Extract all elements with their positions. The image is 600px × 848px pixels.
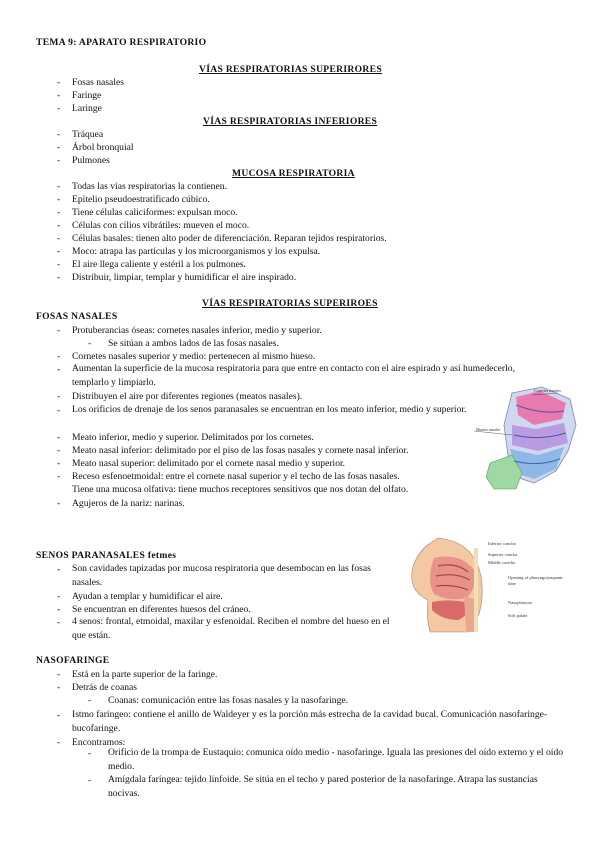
nasal-conchae-illustration bbox=[472, 385, 584, 497]
bullet-dash: - bbox=[57, 364, 61, 375]
figure-label: Opening of pharyngotympanic tube bbox=[508, 575, 564, 586]
list-item-nested: Amígdala faríngea: tejido linfoide. Se sitúa en el techo y pared posterior de la nasofaringe. Atrapa las sustancias nocivas. bbox=[108, 774, 538, 799]
heading-vias-superiores: VÍAS RESPIRATORIAS SUPERIRORES bbox=[199, 64, 382, 75]
list-item-nested: Se sitúan a ambos lados de las fosas nasales. bbox=[108, 338, 279, 349]
list-item-nested: Orificio de la trompa de Eustaquio: comunica oído medio - nasofaringe. Iguala las presiones del oído externo y el oído medio. bbox=[108, 747, 564, 772]
list-item: Está en la parte superior de la faringe. bbox=[72, 669, 218, 680]
list-item: Células con cilios vibrátiles: mueven el moco. bbox=[72, 220, 250, 231]
heading-vias-superiores-2: VÍAS RESPIRATORIAS SUPERIROES bbox=[202, 298, 378, 309]
figure-label: Nasopharynx bbox=[508, 600, 532, 605]
page-title: TEMA 9: APARATO RESPIRATORIO bbox=[36, 37, 207, 48]
figure-label: Superior concha bbox=[488, 552, 518, 557]
bullet-dash: - bbox=[57, 405, 61, 416]
list-item: Protuberancias óseas: cornetes nasales inferior, medio y superior. bbox=[72, 325, 322, 336]
bullet-dash: - bbox=[57, 181, 61, 192]
list-item: Meato nasal superior: delimitado por el cornete nasal medio y superior. bbox=[72, 458, 346, 469]
subheading-nasofaringe: NASOFARINGE bbox=[36, 655, 110, 666]
bullet-dash: - bbox=[57, 90, 61, 101]
list-item: Células basales: tienen alto poder de diferenciación. Reparan tejidos respiratorios. bbox=[72, 233, 387, 244]
list-item: Faringe bbox=[72, 90, 102, 101]
list-item: Moco: atrapa las partículas y los microorganismos y los expulsa. bbox=[72, 246, 321, 257]
bullet-dash: - bbox=[57, 246, 61, 257]
bullet-dash: - bbox=[57, 564, 61, 575]
bullet-dash: - bbox=[88, 338, 92, 349]
list-item: Todas las vías respiratorias la contienen. bbox=[72, 181, 227, 192]
list-item: Meato inferior, medio y superior. Delimitados por los cornetes. bbox=[72, 432, 314, 443]
list-item: Laringe bbox=[72, 103, 102, 114]
list-item: El aire llega caliente y estéril a los pulmones. bbox=[72, 259, 246, 270]
list-item: Distribuyen el aire por diferentes regiones (meatos nasales). bbox=[72, 391, 303, 402]
bullet-dash: - bbox=[57, 259, 61, 270]
bullet-dash: - bbox=[57, 207, 61, 218]
list-item: Los orificios de drenaje de los senos paranasales se encuentran en los meato inferior, medio y superior. bbox=[72, 404, 467, 415]
bullet-dash: - bbox=[57, 458, 61, 469]
list-item: Aumentan la superficie de la mucosa respiratoria para que entre en contacto con el aire espirado y así humedecerlo, templarlo y limpiarlo. bbox=[72, 363, 515, 388]
bullet-dash: - bbox=[57, 710, 61, 721]
bullet-dash: - bbox=[57, 220, 61, 231]
bullet-dash: - bbox=[57, 233, 61, 244]
heading-mucosa: MUCOSA RESPIRATORIA bbox=[232, 168, 355, 179]
list-item: Distribuir, limpiar, templar y humidificar el aire inspirado. bbox=[72, 272, 297, 283]
bullet-dash: - bbox=[57, 272, 61, 283]
list-item: Istmo faríngeo: contiene el anillo de Waldeyer y es la porción más estrecha de la cavidad bucal. Comunicación nasofaringe- bucofaringe. bbox=[72, 709, 548, 734]
bullet-dash: - bbox=[57, 669, 61, 680]
bullet-dash: - bbox=[57, 617, 61, 628]
bullet-dash: - bbox=[57, 391, 61, 402]
list-item: Cornetes nasales superior y medio: pertenecen al mismo hueso. bbox=[72, 351, 316, 362]
list-item: Meato nasal inferior: delimitado por el piso de las fosas nasales y cornete nasal inferior. bbox=[72, 445, 409, 456]
head-sagittal-illustration bbox=[408, 536, 486, 634]
list-item: Son cavidades tapizadas por mucosa respiratoria que desembocan en las fosas nasales. bbox=[72, 563, 371, 588]
bullet-dash: - bbox=[57, 155, 61, 166]
heading-extra: fetmes bbox=[147, 550, 177, 561]
figure-label: Middle concha bbox=[488, 560, 515, 565]
figure-label: Inferior concha bbox=[488, 541, 516, 546]
list-item-nested: Coanas: comunicación entre las fosas nasales y la nasofaringe. bbox=[108, 695, 349, 706]
list-item: Árbol bronquial bbox=[72, 142, 134, 153]
bullet-dash: - bbox=[57, 325, 61, 336]
heading-text: SENOS PARANASALES bbox=[36, 550, 146, 561]
subheading-senos-paranasales bbox=[36, 550, 176, 562]
list-item: Ayudan a templar y humidificar el aire. bbox=[72, 591, 223, 602]
bullet-dash: - bbox=[57, 142, 61, 153]
list-item: Encontramos: bbox=[72, 737, 126, 748]
list-item: Tiene células caliciformes: expulsan moco. bbox=[72, 207, 238, 218]
heading-vias-inferiores: VÍAS RESPIRATORIAS INFERIORES bbox=[203, 116, 378, 127]
list-item: Detrás de coanas bbox=[72, 682, 137, 693]
figure-label: Cornetes nasales bbox=[534, 388, 561, 393]
bullet-dash: - bbox=[88, 695, 92, 706]
bullet-dash: - bbox=[57, 604, 61, 615]
bullet-dash: - bbox=[57, 432, 61, 443]
figure-label: Soft palate bbox=[508, 613, 528, 618]
bullet-dash: - bbox=[57, 194, 61, 205]
bullet-dash: - bbox=[57, 129, 61, 140]
list-item: Pulmones bbox=[72, 155, 110, 166]
bullet-dash: - bbox=[57, 77, 61, 88]
bullet-dash: - bbox=[57, 103, 61, 114]
bullet-dash: - bbox=[57, 445, 61, 456]
bullet-dash: - bbox=[57, 351, 61, 362]
bullet-dash: - bbox=[88, 775, 92, 786]
subheading-fosas-nasales: FOSAS NASALES bbox=[36, 311, 118, 322]
bullet-dash: - bbox=[88, 748, 92, 759]
list-item: Agujeros de la nariz: narinas. bbox=[72, 498, 185, 509]
list-item-continuation: Tiene una mucosa olfativa: tiene muchos receptores sensitivos que nos dotan del olfato. bbox=[72, 484, 409, 495]
list-item: Se encuentran en diferentes huesos del cráneo. bbox=[72, 604, 251, 615]
figure-label: Meatos nasales bbox=[476, 427, 501, 432]
list-item: Tráquea bbox=[72, 129, 104, 140]
list-item: Fosas nasales bbox=[72, 77, 124, 88]
list-item: Receso esfenoetmoidal: entre el cornete nasal superior y el techo de las fosas nasales. bbox=[72, 471, 400, 482]
bullet-dash: - bbox=[57, 471, 61, 482]
bullet-dash: - bbox=[57, 591, 61, 602]
list-item: 4 senos: frontal, etmoidal, maxilar y esfenoidal. Reciben el nombre del hueso en el que están. bbox=[72, 616, 390, 641]
bullet-dash: - bbox=[57, 682, 61, 693]
bullet-dash: - bbox=[57, 737, 61, 748]
bullet-dash: - bbox=[57, 498, 61, 509]
list-item: Epitelio pseudoestratificado cúbico. bbox=[72, 194, 210, 205]
